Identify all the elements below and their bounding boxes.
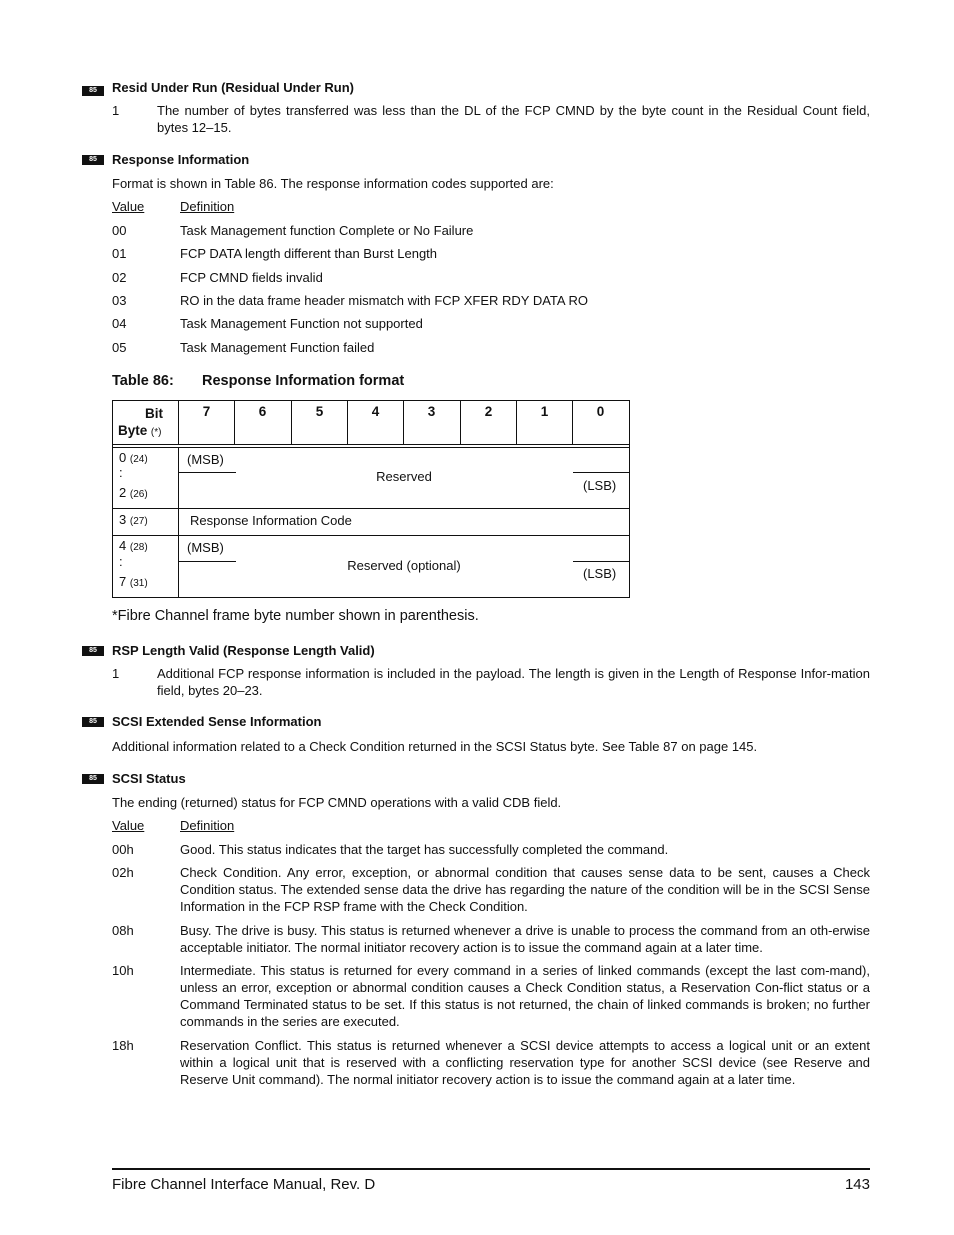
byte-note: (*) (150, 427, 162, 438)
status-value: 08h (112, 923, 134, 938)
scsi-status-heading: SCSI Status (112, 771, 186, 786)
resid-under-run-heading: Resid Under Run (Residual Under Run) (112, 80, 354, 95)
response-code-definition: FCP DATA length different than Burst Length (180, 246, 438, 261)
byte-label: Byte (118, 423, 148, 438)
table-border-left (112, 400, 113, 598)
response-code-definition: FCP CMND fields invalid (180, 270, 323, 285)
byte-range-colon: : (119, 554, 123, 569)
byte-cell (119, 512, 148, 530)
response-code-definition: RO in the data frame header mismatch with FCP XFER RDY DATA RO (180, 293, 588, 308)
byte-start (119, 450, 148, 468)
msb-label: (MSB) (187, 540, 224, 555)
bit-label: Bit (145, 406, 163, 421)
byte-number: 7 (119, 574, 127, 589)
bit-number: 0 (596, 404, 605, 419)
section-badge: 85 (82, 86, 104, 96)
fc-byte-number: (28) (129, 542, 148, 553)
rsp-length-valid-description: Additional FCP response information is included in the payload. The length is given in the Length of Response Infor-mation field, bytes 20–23. (157, 666, 870, 698)
bit-number: 5 (315, 404, 324, 419)
definition-column-header: Definition (180, 199, 235, 214)
bit-number: 6 (258, 404, 267, 419)
table-border-right (629, 400, 630, 598)
resid-under-run-description: The number of bytes transferred was less than the DL of the FCP CMND by the byte count in the Residual Count field, bytes 12–15. (157, 103, 870, 135)
rsp-length-valid-number: 1 (112, 666, 120, 681)
byte-number: 2 (119, 485, 127, 500)
resid-under-run-number: 1 (112, 103, 120, 118)
section-badge: 85 (82, 774, 104, 784)
table-row-line (112, 535, 630, 536)
table-header-rule (112, 447, 630, 448)
fc-byte-number: (31) (129, 578, 148, 589)
status-value: 18h (112, 1038, 134, 1053)
response-code-definition: Task Management Function failed (180, 340, 375, 355)
status-value: 02h (112, 865, 134, 880)
bit-number: 1 (540, 404, 549, 419)
reserved-field: Reserved (376, 469, 432, 484)
footer-rule (112, 1168, 870, 1170)
response-code-value: 02 (112, 270, 127, 285)
value-column-header: Value (112, 199, 145, 214)
page-number: 143 (844, 1176, 870, 1193)
scsi-extended-sense-heading: SCSI Extended Sense Information (112, 714, 322, 729)
fc-byte-number: (27) (129, 516, 148, 527)
byte-number: 0 (119, 450, 127, 465)
scsi-status-intro: The ending (returned) status for FCP CMND operations with a valid CDB field. (112, 795, 562, 810)
section-badge: 85 (82, 717, 104, 727)
table-row-line (112, 508, 630, 509)
msb-label: (MSB) (187, 452, 224, 467)
table-title: Response Information format (202, 373, 405, 389)
byte-start (119, 538, 148, 556)
response-code-definition: Task Management function Complete or No Failure (180, 223, 474, 238)
table-border-bottom (112, 597, 630, 598)
response-code-value: 05 (112, 340, 127, 355)
status-definition: Good. This status indicates that the target has successfully completed the command. (180, 842, 669, 857)
value-column-header: Value (112, 818, 145, 833)
response-code-value: 04 (112, 316, 127, 331)
response-information-intro: Format is shown in Table 86. The response information codes supported are: (112, 176, 554, 191)
response-code-value: 03 (112, 293, 127, 308)
byte-number: 4 (119, 538, 127, 553)
status-value: 00h (112, 842, 134, 857)
section-badge: 85 (82, 646, 104, 656)
status-definition: Busy. The drive is busy. This status is returned whenever a drive is unable to process the command from an oth-erwise acceptable initiator. The normal initiator recovery action is to issue the command again at a later time. (180, 923, 870, 955)
footer-title: Fibre Channel Interface Manual, Rev. D (112, 1176, 376, 1193)
status-definition: Check Condition. Any error, exception, or abnormal condition that causes sense data to be sent, causes a Check Condition status. The extended sense data the drive has regarding the nature of the condition will be in the SCSI Sense Information in the FCP RSP frame with the Check Condition. (180, 865, 870, 914)
lsb-label: (LSB) (583, 566, 617, 581)
response-information-heading: Response Information (112, 152, 250, 167)
status-value: 10h (112, 963, 134, 978)
byte-end (119, 574, 148, 592)
response-code-value: 01 (112, 246, 127, 261)
byte-range-colon: : (119, 465, 123, 480)
definition-column-header: Definition (180, 818, 235, 833)
response-code-value: 00 (112, 223, 127, 238)
reserved-optional-field: Reserved (optional) (347, 558, 461, 573)
table-caption (112, 372, 404, 390)
bit-number: 3 (427, 404, 436, 419)
bit-number: 4 (371, 404, 380, 419)
rsp-length-valid-heading: RSP Length Valid (Response Length Valid) (112, 643, 375, 658)
fc-byte-number: (24) (129, 454, 148, 465)
table-border-top (112, 400, 630, 401)
table-footnote: *Fibre Channel frame byte number shown in parenthesis. (112, 608, 479, 624)
status-definition: Reservation Conflict. This status is returned whenever a SCSI device attempts to access a logical unit or an extent within a logical unit that is reserved with a conflicting reservation type for another SCSI device (see Reserve and Reserve Unit command). The normal initiator recovery action is to issue the command again at a later time. (180, 1038, 870, 1087)
byte-number: 3 (119, 512, 127, 527)
bit-number: 7 (202, 404, 211, 419)
response-code-definition: Task Management Function not supported (180, 316, 423, 331)
response-information-code-field: Response Information Code (190, 513, 352, 528)
scsi-extended-sense-description: Additional information related to a Check Condition returned in the SCSI Status byte. See Table 87 on page 145. (112, 739, 758, 754)
section-badge: 85 (82, 155, 104, 165)
bit-number: 2 (484, 404, 493, 419)
status-definition: Intermediate. This status is returned for every command in a series of linked commands (except the last com-mand), unless an error, exception or abnormal condition causes a Check Condition status, a Reservation Con-flict status or a Command Terminated status to be set. If this status is not returned, the chain of linked commands is broken; no further commands in the series are executed. (180, 963, 870, 1029)
lsb-label: (LSB) (583, 478, 617, 493)
table-number: Table 86: (112, 373, 174, 389)
fc-byte-number: (26) (129, 489, 148, 500)
response-information-format-table (112, 400, 630, 598)
byte-end (119, 485, 148, 503)
byte-label-cell (118, 423, 161, 441)
table-header-rule (112, 444, 630, 445)
